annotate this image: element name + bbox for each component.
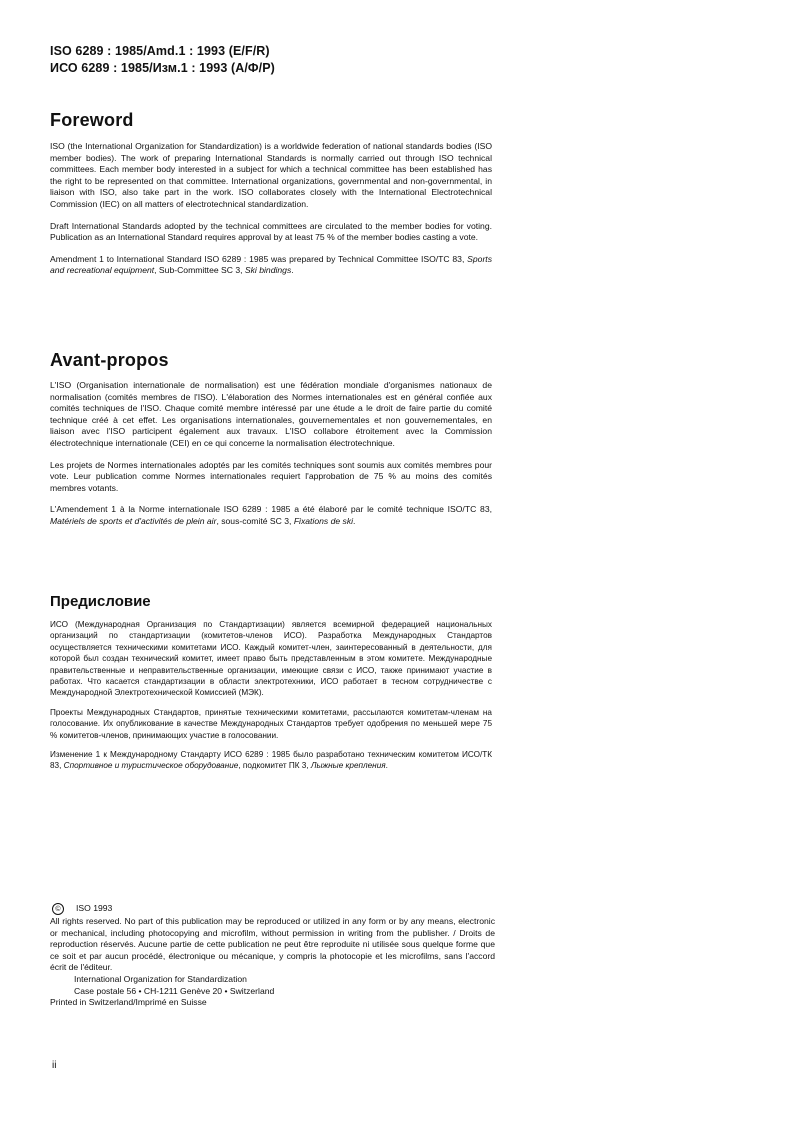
printed-in: Printed in Switzerland/Imprimé en Suisse xyxy=(50,997,207,1008)
avant-propos-p3-text-b: , sous-comité SC 3, xyxy=(216,515,294,526)
foreword-paragraph-3 xyxy=(50,254,492,277)
predislovie-p3-text-b: , подкомитет ПК 3, xyxy=(238,761,311,771)
standard-id-cyrillic: ИСО 6289 : 1985/Изм.1 : 1993 (А/Ф/Р) xyxy=(50,61,275,75)
foreword-p3-text-c: . xyxy=(291,265,294,276)
foreword-paragraph-1: ISO (the International Organization for Standardization) is a worldwide federation of national standards bodies (ISO member bodies). The work of preparing International Standards is normally carried out through ISO technical committees. Each member body interested in a subject for which a technical committee has been established has the right to be represented on that committee. International organizations, governmental and non-governmental, in liaison with ISO, also take part in the work. ISO collaborates closely with the International Electrotechnical Commission (IEC) on all matters of electrotechnical standardization. xyxy=(50,141,492,209)
foreword-p3-subcommittee-name: Ski bindings xyxy=(244,265,292,276)
copyright-line xyxy=(50,903,495,915)
foreword-paragraph-2: Draft International Standards adopted by the technical committees are circulated to the member bodies for voting. Publication as an International Standard requires approval by at least 75 % of the member bodies casting a vote. xyxy=(50,220,492,243)
foreword-p3-text-b: , Sub-Committee SC 3, xyxy=(154,265,245,276)
copyright-year: ISO 1993 xyxy=(76,903,113,914)
foreword-p3-committee-name: Sports and recreational equipment xyxy=(50,253,492,276)
avant-propos-p3-subcommittee-name: Fixations de ski xyxy=(293,515,354,526)
avant-propos-paragraph-1: L'ISO (Organisation internationale de normalisation) est une fédération mondiale d'organismes nationaux de normalisation (comités membres de l'ISO). L'élaboration des Normes internationales est en général confiée aux comités techniques de l'ISO. Chaque comité membre intéressé par une étude a le droit de faire partie du comité technique créé à cet effet. Les organisations internationales, gouvernementales et non gouvernementales, en liaison avec l'ISO participent également aux travaux. L'ISO collabore étroitement avec la Commission électrotechnique internationale (CEI) en ce qui concerne la normalisation électrotechnique. xyxy=(50,380,492,448)
copyright-block xyxy=(50,903,495,1009)
predislovie-paragraph-1: ИСО (Международная Организация по Стандартизации) является всемирной федерацией национальных организаций по стандартизации (комитетов-членов ИСО). Разработка Международных Стандартов осуществляется техническими комитетами ИСО. Каждый комитет-член, заинтересованный в деятельности, для которой был создан технический комитет, имеет право быть представленным в этом комитете. Международные правительственные и неправительственные организации, имеющие связи с ИСО, также принимают участие в работах. Что касается стандартизации в области электротехники, ИСО работает в тесном сотрудничестве с Международной Электротехнической Комиссией (МЭК). xyxy=(50,620,492,698)
standard-id-latin: ISO 6289 : 1985/Amd.1 : 1993 (E/F/R) xyxy=(50,44,270,58)
copyright-rights: All rights reserved. No part of this publication may be reproduced or utilized in any form or by any means, electronic or mechanical, including photocopying and microfilm, without permission in writing from the publisher. / Droits de reproduction réservés. Aucune partie de cette publication ne peut être reproduite ni utilisée sous quelque forme que ce soit et par aucun procédé, électronique ou mécanique, y compris la photocopie et les microfilms, sans l'accord écrit de l'éditeur. xyxy=(50,916,495,973)
avant-propos-title: Avant-propos xyxy=(50,350,169,370)
avant-propos-section xyxy=(50,349,492,528)
copyright-organization: International Organization for Standardization xyxy=(74,973,247,984)
predislovie-p3-text-c: . xyxy=(385,761,388,771)
avant-propos-paragraph-2: Les projets de Normes internationales adoptés par les comités techniques sont soumis aux comités membres pour vote. Leur publication comme Normes internationales requiert l'approbation de 75 % au moins des comités membres votants. xyxy=(50,459,492,493)
copyright-icon: © xyxy=(52,903,64,915)
copyright-address: Case postale 56 • CH-1211 Genève 20 • Switzerland xyxy=(74,985,275,996)
predislovie-paragraph-2: Проекты Международных Стандартов, принятые техническими комитетами, рассылаются комитетам-членам на голосование. Их опубликование в качестве Международных Стандартов требует одобрения по меньшей мере 75 % комитетов-членов, принимающих участие в голосовании. xyxy=(50,707,492,740)
predislovie-p3-committee-name: Спортивное и туристическое оборудование xyxy=(63,761,239,771)
predislovie-paragraph-3 xyxy=(50,749,492,772)
avant-propos-p3-text-c: . xyxy=(353,515,356,526)
predislovie-section xyxy=(50,592,492,772)
predislovie-title: Предисловие xyxy=(50,593,151,610)
page-number: ii xyxy=(52,1060,57,1071)
foreword-section xyxy=(50,109,492,277)
avant-propos-p3-committee-name: Matériels de sports et d'activités de plein air xyxy=(50,515,217,526)
predislovie-p3-subcommittee-name: Лыжные крепления xyxy=(310,761,386,771)
avant-propos-paragraph-3 xyxy=(50,504,492,527)
avant-propos-p3-text-a: L'Amendement 1 à la Norme internationale ISO 6289 : 1985 a été élaboré par le comité technique ISO/TC 83, xyxy=(50,504,492,515)
foreword-p3-text-a: Amendment 1 to International Standard ISO 6289 : 1985 was prepared by Technical Committee ISO/TC 83, xyxy=(50,253,468,264)
foreword-title: Foreword xyxy=(50,110,134,130)
predislovie-p3-text-a: Изменение 1 к Международному Стандарту ИСО 6289 : 1985 было разработано техническим комитетом ИСО/ТК 83, xyxy=(50,750,492,771)
